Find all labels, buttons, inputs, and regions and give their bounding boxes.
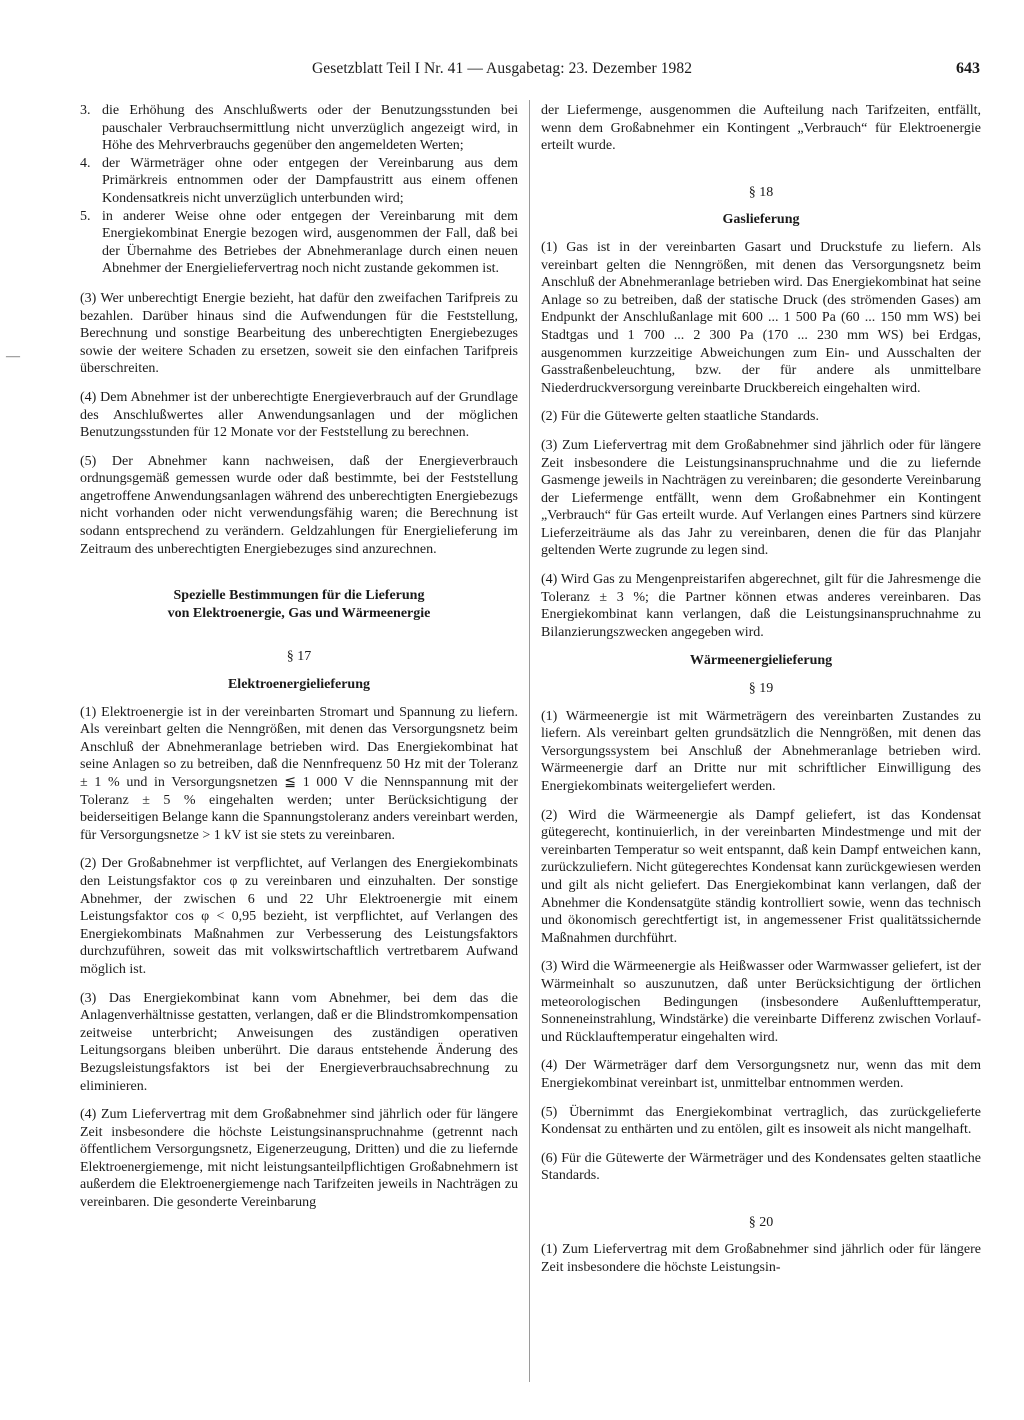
paragraph: (3) Wird die Wärmeenergie als Heißwasser oder Warmwasser geliefert, ist der Wärmeinhalt so auszunutzen, daß unter Berücksichtigung der örtlichen meteorologischen Bedingungen (insbesondere Außenlufttemperatur, Sonneneinstrahlung, Windstärke) die vereinbarte Differenz zwischen Vorlauf- und Rücklauftemperatur eingehalten wird. [541,959,981,1045]
left-column [80,102,518,1223]
list-item-number: 5. [80,208,91,224]
paragraph: (2) Für die Gütewerte gelten staatliche Standards. [541,409,819,425]
section-number: § 18 [748,184,774,200]
part-heading: Wärmeenergielieferung [689,653,833,669]
section-title: Gaslieferung [722,212,800,228]
list-item-text: in anderer Weise ohne oder entgegen der Vereinbarung mit dem Energiekombinat Energie bezogen wird, ausgenommen der Fall, daß bei der Übernahme des Betriebes der Abnehmeranlage durch einen neuen Abnehmer der Energieliefervertrag noch nicht zustande gekommen ist. [102,208,518,277]
paragraph: (4) Wird Gas zu Mengenpreistarifen abgerechnet, gilt für die Jahresmenge die Toleranz ± 3 %; die Partner können etwas anderes vereinbaren. Das Energiekombinat kann verlangen, daß die Leistungsinanspruchnahme zu Bilanzierungszwecken angegeben wird. [541,572,981,640]
paragraph: (3) Das Energiekombinat kann vom Abnehmer, bei dem das die Anlagenverhältnisse gestatten, verlangen, daß er die Blindstromkompensation zeitweise unterbricht; Anweisungen des zuständigen operativen Leitungsorgans bleiben unberührt. Die daraus entstehende Änderung des Bezugsleistungsfaktors ist bei der Energieverbrauchsabrechnung zu eliminieren. [80,990,518,1094]
paragraph: (3) Zum Liefervertrag mit dem Großabnehmer sind jährlich oder für längere Zeit insbesondere die Leistungsinanspruchnahme und die zu liefernde Gasmenge jeweils in Nachträgen zu vereinbaren; die gesonderte Vereinbarung der Liefermenge entfällt, wenn dem Großabnehmer ein Kontingent „Verbrauch“ für Gas erteilt wurde. Auf Verlangen eines Partners sind kürzere Lieferzeiträume als das Jahr zu vereinbaren, denen die für das Planjahr geltenden Werte zugrunde zu legen sind. [541,437,981,559]
paragraph: (2) Wird die Wärmeenergie als Dampf geliefert, ist das Kondensat gütegerecht, kontinuierlich, in der vereinbarten Mindestmenge und mit der vereinbarten Temperatur so weit entspannt, daß kein Dampf entweichen kann, zurückzuliefern. Nicht gütegerechtes Kondensat kann zurückgewiesen werden und gilt als nicht geliefert. Das Energiekombinat kann verlangen, daß der Abnehmer die Kondensatgüte ständig kontrolliert sowie, wenn das technisch und ökonomisch gerechtfertigt ist, in angemessener Frist qualitätssichernde Maßnahmen durchführt. [541,807,981,946]
page-number: 643 [956,60,980,77]
paragraph: der Liefermenge, ausgenommen die Aufteilung nach Tarifzeiten, entfällt, wenn dem Großabnehmer ein Kontingent „Verbrauch“ für Elektroenergie erteilt wurde. [541,103,981,154]
list-item [80,208,518,278]
paragraph: (3) Wer unberechtigt Energie bezieht, hat dafür den zweifachen Tarifpreis zu bezahlen. Darüber hinaus sind die Aufwendungen für die Feststellung, Berechnung und sonstige Bearbeitung des unberechtigten Energiebezuges sowie der weitere Schaden zu ersetzen, soweit sie den einfachen Tarifpreis überschreiten. [80,290,518,377]
list-item [80,155,518,208]
paragraph: (5) Der Abnehmer kann nachweisen, daß der Energieverbrauch ordnungsgemäß gemessen wurde oder daß bestimmte, bei der Feststellung angetroffene Anwendungsanlagen während des unberechtigten Energiebezugs nicht vorhanden oder nicht verwendungsfähig waren; die Berechnung ist sodann entsprechend zu verändern. Geldzahlungen für Energielieferung im Zeitraum des unberechtigten Energiebezuges sind anzurechnen. [80,453,518,557]
section-title: Elektroenergielieferung [227,677,371,693]
part-heading-line-1: Spezielle Bestimmungen für die Lieferung [173,588,425,604]
right-column [541,102,981,1288]
paragraph: (5) Übernimmt das Energiekombinat vertraglich, das zurückgelieferte Kondensat zu enthärten und zu entölen, gilt es insoweit als nicht mangelhaft. [541,1104,981,1138]
paragraph: (1) Gas ist in der vereinbarten Gasart und Druckstufe zu liefern. Als vereinbart gelten die Nenngrößen, mit denen das Versorgungsnetz beim Anschluß der Abnehmeranlage betrieben wird. Das Energiekombinat hat seine Anlage so zu betreiben, daß der statische Druck (des strömenden Gases) am Endpunkt der Anschlußanlage mit 600 ... 1 500 Pa (60 ... 150 mm WS) bei Stadtgas und 1 700 ... 2 300 Pa (170 ... 230 mm WS) bei Erdgas, ausgenommen kurzzeitige Abweichungen zum Ein- und Ausschalten der Gasstraßenbeleuchtung, bzw. der für andere als unmittelbare Niederdruckversorgung vereinbarte Druckbereich eingehalten wird. [541,239,981,396]
paragraph: (1) Zum Liefervertrag mit dem Großabnehmer sind jährlich oder für längere Zeit insbesondere die höchste Leistungsin- [541,1242,981,1276]
paragraph: (1) Wärmeenergie ist mit Wärmeträgern des vereinbarten Zustandes zu liefern. Als vereinbart gelten grundsätzlich die Nenngrößen, mit denen das Versorgungssystem bei Anschluß der Abnehmeranlage betrieben wird. Wärmeenergie darf an Dritte nur mit schriftlicher Einwilligung des Energiekombinats weitergeliefert werden. [541,708,981,794]
list-item [80,102,518,155]
paragraph: (6) Für die Gütewerte der Wärmeträger und des Kondensates gelten staatliche Standards. [541,1150,981,1184]
section-number: § 19 [748,681,774,697]
list-item-number: 4. [80,155,91,171]
section-number: § 20 [748,1214,774,1230]
paragraph: (4) Dem Abnehmer ist der unberechtigte Energieverbrauch auf der Grundlage des Anschlußwertes aller Anwendungsanlagen und der möglichen Benutzungsstunden für 12 Monate vor der Feststellung zu berechnen. [80,389,518,441]
paragraph: (4) Zum Liefervertrag mit dem Großabnehmer sind jährlich oder für längere Zeit insbesondere die höchste Leistungsinanspruchnahme (getrennt nach öffentlichem Versorgungsnetz, Eigenerzeugung, Dritten) und die zu liefernde Elektroenergiemenge, mit nicht leistungsanteilpflichtigen Großabnehmern ist außerdem die Elektroenergiemenge nach Tarifzeiten jeweils in Nachträgen zu vereinbaren. Die gesonderte Vereinbarung [80,1107,518,1211]
part-heading-line-2: von Elektroenergie, Gas und Wärmeenergie [167,605,431,621]
section-number: § 17 [286,649,312,665]
paragraph: (2) Der Großabnehmer ist verpflichtet, auf Verlangen des Energiekombinats den Leistungsfaktor cos φ zu vereinbaren und einzuhalten. Der sonstige Abnehmer, der zwischen 6 und 22 Uhr Elektroenergie mit einem Leistungsfaktor cos φ < 0,95 bezieht, ist verpflichtet, auf Verlangen des Energiekombinats Maßnahmen zur Verbesserung des Leistungsfaktors durchzuführen, soweit das mit volkswirtschaftlich vertretbarem Aufwand möglich ist. [80,856,518,977]
margin-mark: — [6,349,20,364]
running-header-title: Gesetzblatt Teil I Nr. 41 — Ausgabetag: 23. Dezember 1982 [312,60,693,77]
paragraph: (1) Elektroenergie ist in der vereinbarten Stromart und Spannung zu liefern. Als vereinbart gelten die Nenngrößen, mit denen das Versorgungsnetz beim Anschluß der Abnehmeranlage betrieben wird. Das Energiekombinat hat seine Anlagen so zu betreiben, daß die Nennfrequenz 50 Hz mit der Toleranz ± 1 % und in Versorgungsnetzen ≦ 1 000 V die Nennspannung mit der Toleranz ± 5 % eingehalten werden; unter Berücksichtigung der beiderseitigen Belange kann die Spannungstoleranz anders vereinbart werden, für Versorgungsnetze > 1 kV ist sie stets zu vereinbaren. [80,704,518,843]
paragraph: (4) Der Wärmeträger darf dem Versorgungsnetz nur, wenn das mit dem Energiekombinat vereinbart ist, unmittelbar entnommen werden. [541,1058,981,1091]
enumerated-list [80,102,518,278]
list-item-number: 3. [80,103,91,118]
page-header [62,60,980,84]
list-item-text: der Wärmeträger ohne oder entgegen der Vereinbarung aus dem Primärkreis entnommen oder der Dampfaustritt aus einem offenen Kondensatkreis nicht unverzüglich unterbunden wird; [102,155,518,206]
column-divider [529,100,530,1382]
list-item-text: die Erhöhung des Anschlußwerts oder der Benutzungsstunden bei pauschaler Verbrauchsermittlung nicht unverzüglich angezeigt wird, in Höhe des Mehrverbrauchs gegenüber den angemeldeten Werten; [102,103,518,154]
